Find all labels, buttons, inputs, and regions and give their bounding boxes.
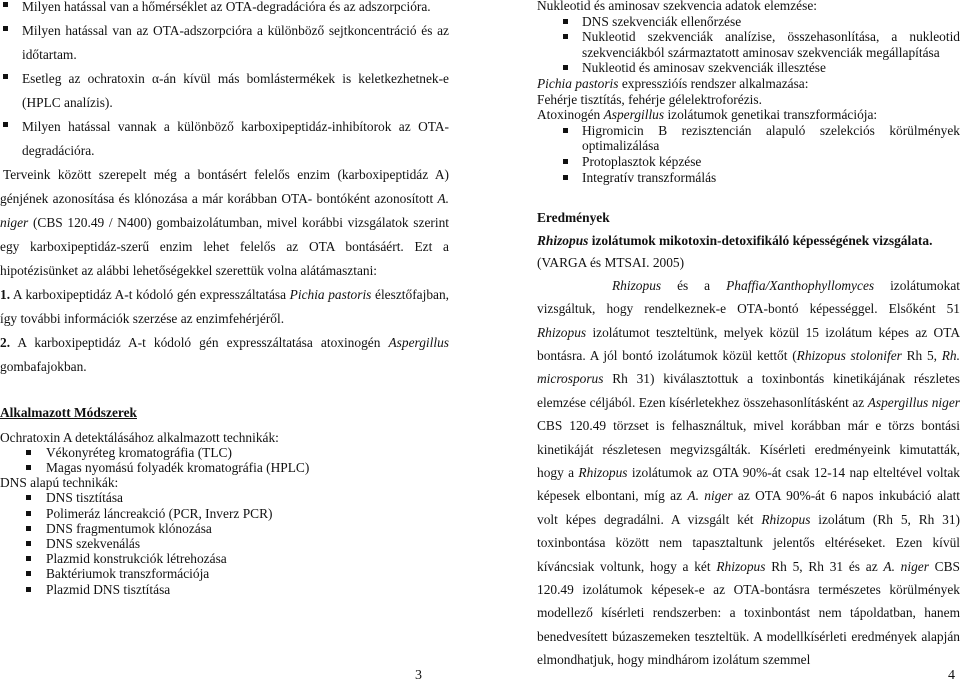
- protein-line: Fehérje tisztítás, fehérje gélelektroforézis.: [537, 91, 762, 107]
- list-item: Nukleotid szekvenciák analízise, összehasonlítása, a nukleotid szekvenciákból származtatott aminosav szekvenciák megállapítása: [537, 29, 960, 60]
- text-span: gombafajokban.: [0, 359, 87, 374]
- plan-paragraph: [0, 163, 449, 283]
- list-item: Higromicin B rezisztencián alapuló szelekciós körülmények optimalizálása: [537, 123, 960, 154]
- text-span: Rh 5,: [901, 347, 942, 363]
- pichia-line: [537, 76, 960, 92]
- item-number: 2.: [0, 335, 11, 350]
- methods-heading: Alkalmazott Módszerek: [0, 405, 137, 420]
- sequence-intro: Nukleotid és aminosav szekvencia adatok elemzése:: [537, 0, 817, 13]
- species-name: A. niger: [687, 488, 733, 504]
- results-title: [537, 229, 960, 252]
- text-span: Terveink között szerepelt még a bontásért felelős enzim (karboxipeptidáz A) génjének azonosítása és klónozása a már korábban OTA- bontóként azonosított: [0, 167, 449, 206]
- questions-list: [0, 0, 449, 163]
- list-item: Plazmid konstrukciók létrehozása: [0, 551, 449, 566]
- text-span: A karboxipeptidáz A-t kódoló gén expresszáltatása: [10, 287, 290, 302]
- species-name: Rhizopus: [612, 277, 662, 293]
- list-item: DNS fragmentumok klónozása: [0, 521, 449, 536]
- species-name: Aspergillus: [603, 107, 665, 123]
- species-name: Pichia pastoris: [289, 287, 372, 302]
- list-item: Protoplasztok képzése: [537, 154, 960, 170]
- text-span: élesztőfajban, így további információk szerzése az enzimfehérjéről.: [0, 287, 449, 326]
- text-span: expresszióís rendszer alkalmazása:: [618, 75, 809, 91]
- list-item: Magas nyomású folyadék kromatográfia (HPLC): [0, 460, 449, 475]
- text-span: és a: [661, 277, 727, 293]
- results-paragraph: [537, 274, 960, 672]
- list-item: Vékonyréteg kromatográfia (TLC): [0, 445, 449, 460]
- species-name: Rh. microsporus: [537, 347, 960, 387]
- species-name: Rhizopus stolonifer: [796, 347, 902, 363]
- text-span: izolátumokat vizsgáltuk, hogy rendelkeznek-e OTA-bontó képességgel. Elsőként 51: [537, 277, 960, 317]
- page-number: 3: [415, 668, 422, 683]
- species-name: A. niger: [883, 558, 929, 574]
- species-name: Rhizopus: [537, 233, 589, 249]
- text-span: A karboxipeptidáz A-t kódoló gén expresszáltatása atoxinogén: [10, 335, 389, 350]
- species-name: A. niger: [0, 191, 449, 230]
- species-name: Aspergillus: [388, 335, 449, 350]
- text-span: (CBS 120.49 / N400) gombaizolátumban, mivel korábbi vizsgálatok szerint egy karboxipeptidáz-szerű enzim lehet felelős az OTA bontásáért. Ezt a hipotézisünket az alábbi lehetőségekkel szerettük volna alátámasztani:: [0, 215, 449, 278]
- text-span: izolátumot teszteltünk, melyek közül 15 izolátum képes az OTA bontásra. A jól bontó izolátumok közül kettőt (: [537, 324, 960, 363]
- hypothesis-item-1: [0, 283, 449, 331]
- results-reference: (VARGA és MTSAI. 2005): [537, 254, 685, 270]
- text-span: izolátum (Rh 5, Rh 31) toxinbontása között nem tapasztaltunk jelentős eltéréseket. Ezen kívül kíváncsiak voltunk, hogy a két: [537, 511, 960, 574]
- text-span: az OTA 90%-át 6 napos inkubáció alatt volt képes degradálni. A vizsgált két: [537, 488, 960, 527]
- list-item: Milyen hatással vannak a különböző karboxipeptidáz-inhibítorok az OTA-degradációra.: [0, 115, 449, 163]
- list-item: Esetleg az ochratoxin α-án kívül más bomlástermékek is keletkezhetnek-e (HPLC analízis).: [0, 67, 449, 115]
- list-item: Nukleotid és aminosav szekvenciák illesztése: [537, 60, 960, 76]
- species-name: Pichia pastoris: [537, 75, 619, 91]
- list-item: DNS szekvenciák ellenőrzése: [537, 14, 960, 30]
- list-item: DNS szekvenálás: [0, 536, 449, 551]
- list-item: Milyen hatással van a hőmérséklet az OTA-degradációra és az adszorpcióra.: [0, 0, 449, 19]
- text-span: izolátumok mikotoxin-detoxifikáló képességének vizsgálata.: [588, 233, 933, 249]
- species-name: Rhizopus: [537, 324, 587, 340]
- species-name: Aspergillus niger: [867, 394, 960, 410]
- text-span: izolátumok az OTA 90%-át csak 12-14 nap elteltével voltak képesek elbontani, míg az: [537, 464, 960, 504]
- sequence-list: [537, 14, 960, 76]
- page-number: 4: [948, 668, 955, 683]
- atox-line: [537, 107, 960, 123]
- transformation-list: [537, 123, 960, 185]
- list-item: DNS tisztítása: [0, 490, 449, 505]
- hypothesis-item-2: [0, 331, 449, 379]
- list-item: Plazmid DNS tisztítása: [0, 582, 449, 597]
- results-heading: Eredmények: [537, 210, 610, 226]
- dna-techniques-list: [0, 490, 449, 596]
- text-span: CBS 120.49 törzset is felhasználtuk, mivel korábban már e törzs bontási kinetikáját részletesen megvizsgálták. Kísérleti eredményeink kimutatták, hogy a: [537, 418, 960, 480]
- methods-intro: Ochratoxin A detektálásához alkalmazott technikák:: [0, 429, 279, 445]
- text-span: Atoxinogén: [537, 107, 604, 123]
- species-name: Rhizopus: [761, 511, 811, 527]
- item-number: 1.: [0, 287, 11, 302]
- list-item: Polimeráz láncreakció (PCR, Inverz PCR): [0, 506, 449, 521]
- left-column: [0, 0, 449, 597]
- dna-intro: DNS alapú technikák:: [0, 475, 119, 491]
- text-span: izolátumok genetikai transzformációja:: [664, 107, 878, 123]
- text-span: Rh 5, Rh 31 és az: [765, 558, 884, 574]
- species-name: Rhizopus: [716, 558, 766, 574]
- species-name: Phaffia/Xanthophyllomyces: [726, 277, 875, 293]
- right-column: [537, 0, 960, 672]
- list-item: Baktériumok transzformációja: [0, 566, 449, 581]
- species-name: Rhizopus: [578, 464, 628, 480]
- text-span: Rh 31) kiválasztottuk a toxinbontás kinetikájának részletes elemzése céljából. Ezen kísérletekhez összehasonlításként az: [537, 371, 960, 410]
- ota-techniques-list: [0, 445, 449, 475]
- text-span: CBS 120.49 izolátumok képesek-e az OTA-bontásra természetes körülmények modellező kísérleti rendszerben: a toxinbontást nem tápoldatban, hanem benedvesített búzaszemeken teszteltük. A modellkísérleti eredmények alapján elmondhatjuk, hogy mindhárom izolátum szemmel: [537, 558, 960, 668]
- list-item: Integratív transzformálás: [537, 170, 960, 186]
- list-item: Milyen hatással van az OTA-adszorpcióra a különböző sejtkoncentráció és az időtartam.: [0, 19, 449, 67]
